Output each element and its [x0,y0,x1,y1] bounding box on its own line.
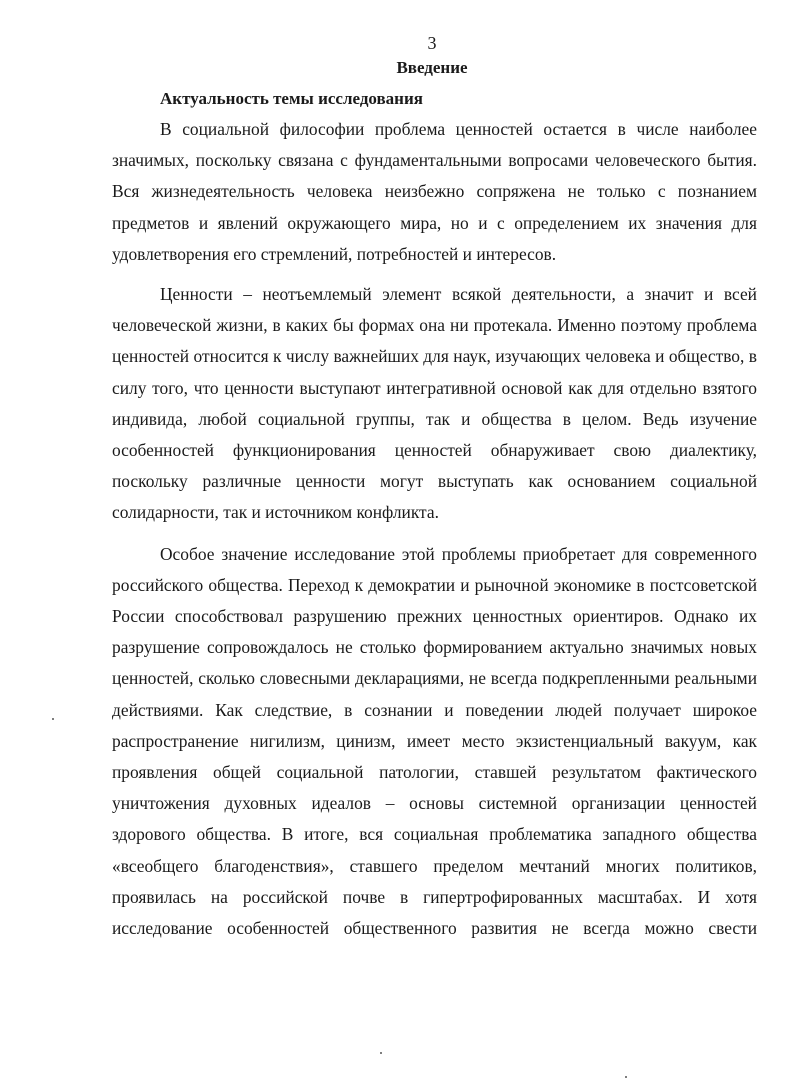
scan-speck [380,1052,382,1054]
scan-speck [52,718,54,720]
section-title: Введение [396,58,468,77]
page-number: 3 [427,33,437,53]
paragraph-1: В социальной философии проблема ценностей остается в числе наиболее значимых, поскольку связана с фундаментальными вопросами человеческого бытия. Вся жизнедеятельность человека неизбежно сопряжена не только с познанием предметов и явлений окружающего мира, но и с определением их значения для удовлетворения его стремлений, потребностей и интересов. [112,119,757,264]
body-text [112,114,757,944]
paragraph-2: Ценности – неотъемлемый элемент всякой деятельности, а значит и всей человеческой жизни, в каких бы формах она ни протекала. Именно поэтому проблема ценностей относится к числу важнейших для наук, изучающих человека и общество, в силу того, что ценности выступают интегративной основой как для отдельно взятого индивида, любой социальной группы, так и общества в целом. Ведь изучение особенностей функционирования ценностей обнаруживает свою диалектику, поскольку различные ценности могут выступать как основанием социальной солидарности, так и источником конфликта. [112,284,757,523]
scan-speck [625,1076,627,1078]
paragraph-3: Особое значение исследование этой проблемы приобретает для современного российского общества. Переход к демократии и рыночной экономике в постсоветской России способствовал разрушению прежних ценностных ориентиров. Однако их разрушение сопровождалось не столько формированием актуально значимых новых ценностей, сколько словесными декларациями, не всегда подкрепленными реальными действиями. Как следствие, в сознании и поведении людей получает широкое распространение нигилизм, цинизм, имеет место экзистенциальный вакуум, как проявления общей социальной патологии, ставшей результатом фактического уничтожения духовных идеалов – основы системной организации ценностей здорового общества. В итоге, вся социальная проблематика западного общества «всеобщего благоденствия», ставшего пределом мечтаний многих политиков, проявилась на российской почве в гипертрофированных масштабах. И хотя исследование особенностей общественного развития не всегда можно свести [112,543,757,939]
section-subtitle: Актуальность темы исследования [160,89,423,108]
